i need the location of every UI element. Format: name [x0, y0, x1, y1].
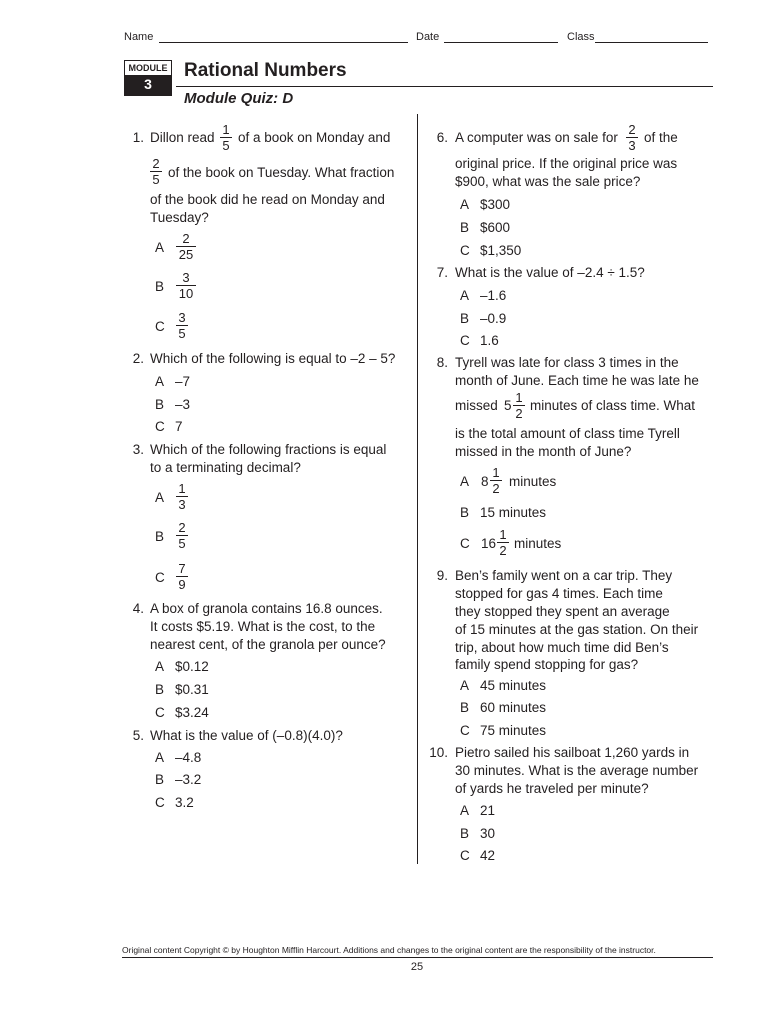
option-text: 7 — [175, 419, 183, 434]
option-letter: C — [460, 723, 470, 738]
question-text: they stopped they spent an average — [455, 604, 670, 619]
denominator: 2 — [499, 543, 507, 558]
question-text: Which of the following is equal to –2 – 5? — [150, 351, 396, 366]
question-text: nearest cent, of the granola per ounce? — [150, 637, 386, 652]
numerator: 1 — [513, 391, 525, 406]
question-text: 30 minutes. What is the average number — [455, 763, 699, 778]
question-text: $900, what was the sale price? — [455, 174, 641, 189]
mixed-whole: 5 — [504, 398, 512, 413]
question-text: stopped for gas 4 times. Each time — [455, 586, 663, 601]
option-letter: C — [460, 848, 470, 863]
option-text: 21 — [480, 803, 496, 818]
option-letter: C — [155, 319, 165, 334]
denominator: 5 — [222, 138, 230, 153]
option-text: –7 — [175, 374, 191, 389]
fraction — [176, 562, 188, 591]
option-text: $3.24 — [175, 705, 209, 720]
option-text: $300 — [480, 197, 511, 212]
question-text: of the book did he read on Monday and — [150, 192, 385, 207]
question-text: to a terminating decimal? — [150, 460, 301, 475]
denominator: 3 — [178, 497, 186, 512]
option-text: 30 — [480, 826, 496, 841]
question-number: 3. — [132, 442, 144, 457]
option-text: 42 — [480, 848, 496, 863]
fraction — [497, 528, 509, 557]
question-text: Tyrell was late for class 3 times in the — [455, 355, 679, 370]
question-text: of a book on Monday and — [238, 130, 391, 145]
column-divider — [417, 114, 418, 864]
option-letter: B — [155, 529, 165, 544]
option-letter: A — [155, 240, 165, 255]
option-text: –3.2 — [175, 772, 202, 787]
question-text: of the book on Tuesday. What fraction — [168, 165, 395, 180]
option-text: 1.6 — [480, 333, 499, 348]
question-text: missed — [455, 398, 498, 413]
option-letter: B — [155, 397, 165, 412]
question-text: of 15 minutes at the gas station. On their — [455, 622, 699, 637]
question-number: 7. — [436, 265, 448, 280]
option-text: 3.2 — [175, 795, 194, 810]
numerator: 7 — [176, 562, 188, 577]
denominator: 5 — [178, 326, 186, 341]
question-number: 4. — [132, 601, 144, 616]
question-number: 1. — [132, 130, 144, 145]
option-letter: C — [155, 570, 165, 585]
numerator: 2 — [150, 157, 162, 172]
denominator: 2 — [515, 406, 523, 421]
option-text: –3 — [175, 397, 191, 412]
option-text: $1,350 — [480, 243, 522, 258]
option-text: 75 minutes — [480, 723, 547, 738]
question-text: of yards he traveled per minute? — [455, 781, 649, 796]
option-letter: B — [155, 772, 165, 787]
page-title: Rational Numbers — [184, 60, 347, 81]
option-unit: minutes — [514, 536, 562, 551]
question-text: What is the value of (–0.8)(4.0)? — [150, 728, 343, 743]
option-letter: C — [460, 333, 470, 348]
question-text: Which of the following fractions is equal — [150, 442, 387, 457]
footer-rule — [122, 957, 713, 958]
mixed-whole: 8 — [481, 474, 489, 489]
option-letter: A — [460, 678, 470, 693]
question-text: Ben’s family went on a car trip. They — [455, 568, 673, 583]
option-letter: C — [460, 536, 470, 551]
question-text: trip, about how much time did Ben’s — [455, 640, 669, 655]
option-letter: A — [155, 750, 165, 765]
option-text: $600 — [480, 220, 511, 235]
denominator: 5 — [152, 172, 160, 187]
denominator: 2 — [492, 481, 500, 496]
numerator: 2 — [176, 521, 188, 536]
page-number: 25 — [410, 961, 424, 973]
option-letter: A — [460, 474, 470, 489]
option-letter: C — [155, 705, 165, 720]
question-text: Tuesday? — [150, 210, 209, 225]
option-letter: C — [155, 419, 165, 434]
fraction — [513, 391, 525, 420]
date-line — [444, 42, 558, 43]
copyright-notice: Original content Copyright © by Houghton Mifflin Harcourt. Additions and changes to the original content are the responsibility of the instructor. — [122, 945, 656, 955]
option-letter: B — [460, 826, 470, 841]
fraction — [220, 123, 232, 152]
option-text: –1.6 — [480, 288, 507, 303]
question-text: original price. If the original price was — [455, 156, 678, 171]
question-text: A computer was on sale for — [455, 130, 618, 145]
fraction — [176, 521, 188, 550]
fraction — [176, 311, 188, 340]
denominator: 3 — [628, 138, 636, 153]
question-text: A box of granola contains 16.8 ounces. — [150, 601, 383, 616]
option-letter: B — [155, 682, 165, 697]
fraction — [176, 271, 196, 300]
class-line — [595, 42, 708, 43]
fraction — [176, 232, 196, 261]
option-letter: B — [460, 311, 470, 326]
question-text: minutes of class time. What — [530, 398, 696, 413]
option-text: –4.8 — [175, 750, 202, 765]
option-letter: A — [460, 803, 470, 818]
question-number: 2. — [132, 351, 144, 366]
denominator: 10 — [178, 286, 194, 301]
question-number: 6. — [436, 130, 448, 145]
option-letter: A — [460, 288, 470, 303]
option-letter: B — [155, 279, 165, 294]
numerator: 2 — [176, 232, 196, 247]
option-letter: C — [460, 243, 470, 258]
option-text: 15 minutes — [480, 505, 547, 520]
question-text: What is the value of –2.4 ÷ 1.5? — [455, 265, 645, 280]
numerator: 3 — [176, 311, 188, 326]
fraction — [176, 482, 188, 511]
option-letter: B — [460, 700, 470, 715]
option-text: $0.12 — [175, 659, 209, 674]
question-text: It costs $5.19. What is the cost, to the — [150, 619, 376, 634]
question-text: month of June. Each time he was late he — [455, 373, 699, 388]
option-letter: B — [460, 220, 470, 235]
question-text: Pietro sailed his sailboat 1,260 yards in — [455, 745, 690, 760]
option-letter: C — [155, 795, 165, 810]
question-text: is the total amount of class time Tyrell — [455, 426, 680, 441]
name-label: Name — [124, 31, 154, 43]
option-text: $0.31 — [175, 682, 209, 697]
numerator: 1 — [176, 482, 188, 497]
question-number: 8. — [436, 355, 448, 370]
numerator: 1 — [497, 528, 509, 543]
module-badge — [124, 60, 172, 96]
option-letter: B — [460, 505, 470, 520]
question-number: 10. — [429, 745, 448, 760]
question-text: Dillon read — [150, 130, 215, 145]
numerator: 2 — [626, 123, 638, 138]
module-badge-number: 3 — [144, 76, 152, 92]
question-text: family spend stopping for gas? — [455, 657, 639, 672]
question-text: of the — [644, 130, 678, 145]
denominator: 5 — [178, 536, 186, 551]
numerator: 1 — [490, 466, 502, 481]
question-number: 9. — [436, 568, 448, 583]
fraction — [626, 123, 638, 152]
page-subtitle: Module Quiz: D — [184, 90, 294, 107]
option-unit: minutes — [509, 474, 557, 489]
option-letter: A — [155, 490, 165, 505]
question-text: missed in the month of June? — [455, 444, 632, 459]
numerator: 1 — [220, 123, 232, 138]
numerator: 3 — [176, 271, 196, 286]
module-badge-label: MODULE — [125, 61, 171, 75]
option-text: 45 minutes — [480, 678, 547, 693]
denominator: 9 — [178, 577, 186, 592]
question-number: 5. — [132, 728, 144, 743]
fraction — [150, 157, 162, 186]
option-text: –0.9 — [480, 311, 507, 326]
name-line — [159, 42, 408, 43]
option-letter: A — [460, 197, 470, 212]
class-label: Class — [567, 31, 595, 43]
date-label: Date — [416, 31, 440, 43]
denominator: 25 — [178, 247, 194, 262]
option-letter: A — [155, 659, 165, 674]
fraction — [490, 466, 502, 495]
title-rule — [176, 86, 713, 87]
mixed-whole: 16 — [481, 536, 497, 551]
option-letter: A — [155, 374, 165, 389]
option-text: 60 minutes — [480, 700, 547, 715]
